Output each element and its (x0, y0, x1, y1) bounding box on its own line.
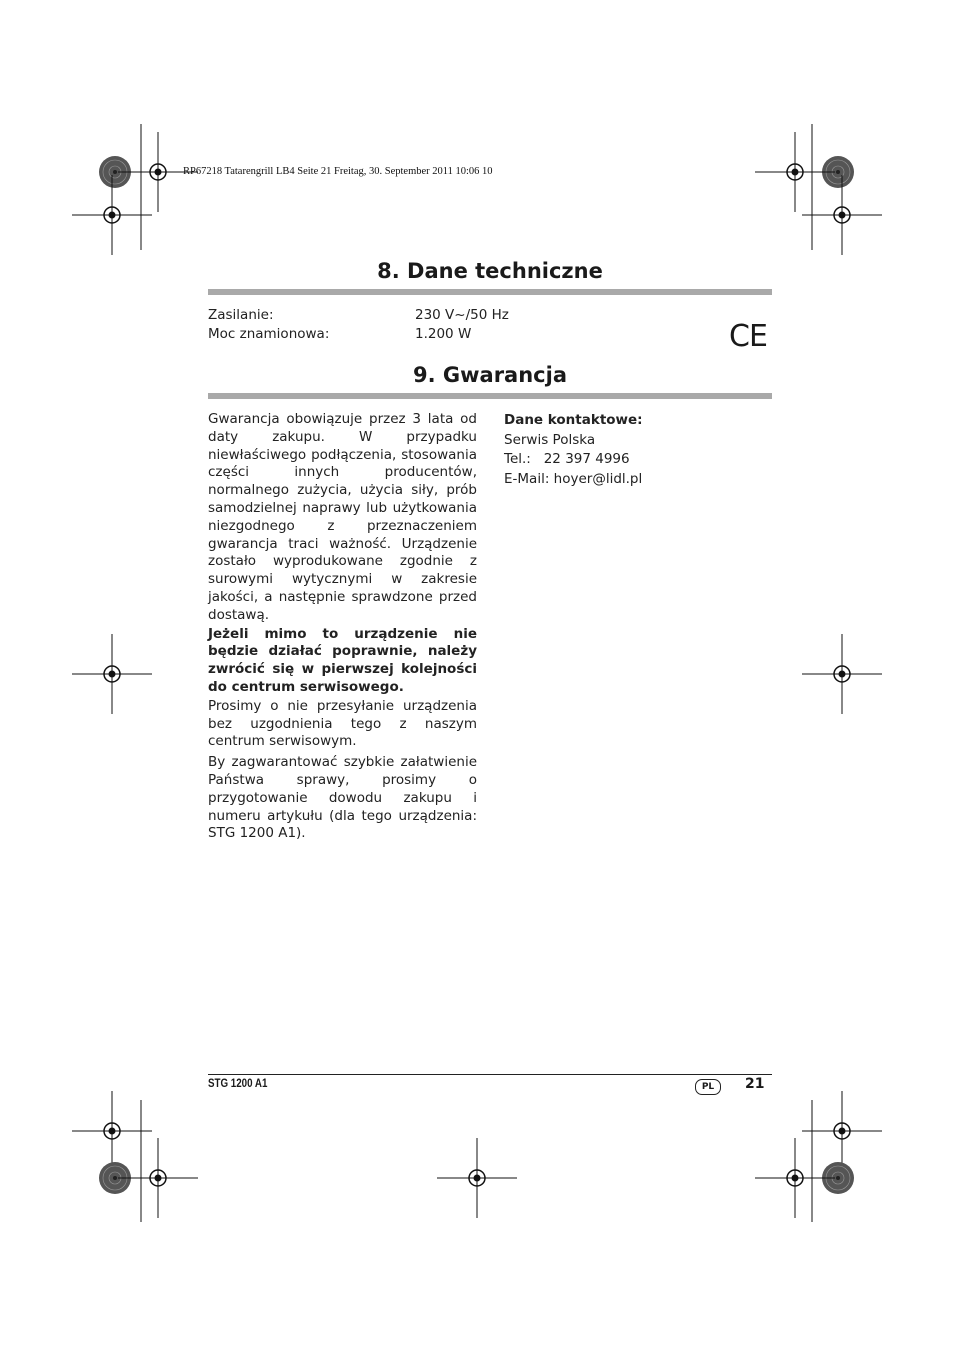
ce-mark: CE (729, 319, 767, 354)
section-8-rule (208, 289, 772, 295)
page-number: 21 (745, 1076, 765, 1092)
warranty-paragraph: Prosimy o nie przesyłanie urządzenia bez uzgodnienia tego z naszym centrum serwisowym. (208, 697, 477, 750)
section-8-title: 8. Dane techniczne (377, 259, 603, 283)
warranty-notice: Jeżeli mimo to urządzenie nie będzie działać poprawnie, należy zwrócić się w pierwszej kolejności do centrum serwisowego. (208, 625, 477, 695)
spec-value: 1.200 W (415, 326, 472, 342)
spec-label: Moc znamionowa: (208, 326, 330, 342)
language-badge: PL (695, 1079, 721, 1095)
model-number: STG 1200 A1 (208, 1078, 268, 1090)
spec-value: 230 V~/50 Hz (415, 307, 509, 323)
spec-label: Zasilanie: (208, 307, 274, 323)
contact-line: Tel.: 22 397 4996 (504, 451, 630, 467)
footer-rule (208, 1074, 772, 1075)
section-9-rule (208, 393, 772, 399)
contact-heading: Dane kontaktowe: (504, 412, 643, 428)
section-9-title: 9. Gwarancja (412, 363, 567, 387)
warranty-paragraph: Gwarancja obowiązuje przez 3 lata od daty zakupu. W przypadku niewłaściwego podłączenia, stosowania części innych producentów, normalnego zużycia, użycia siły, prób samodzielnej naprawy lub użytkowania niezgodnego z przeznaczeniem gwarancja traci ważność. Urządzenie zostało wyprodukowane zgodnie z surowymi wytycznymi w zakresie jakości, a następnie sprawdzone przed dostawą. (208, 411, 477, 623)
spec-row (0, 325, 954, 344)
contact-line: E-Mail: hoyer@lidl.pl (504, 470, 643, 487)
contact-block (504, 411, 772, 489)
contact-line: Serwis Polska (504, 431, 596, 448)
spec-row (0, 306, 954, 325)
specs-table (0, 306, 954, 346)
print-slug: RP67218 Tatarengrill LB4 Seite 21 Freitag, 30. September 2011 10:06 10 (183, 166, 493, 177)
warranty-paragraph: By zagwarantować szybkie załatwienie Państwa sprawy, prosimy o przygotowanie dowodu zakupu i numeru artykułu (dla tego urządzenia: STG 1200 A1). (208, 754, 477, 842)
warranty-left-column (208, 411, 477, 843)
